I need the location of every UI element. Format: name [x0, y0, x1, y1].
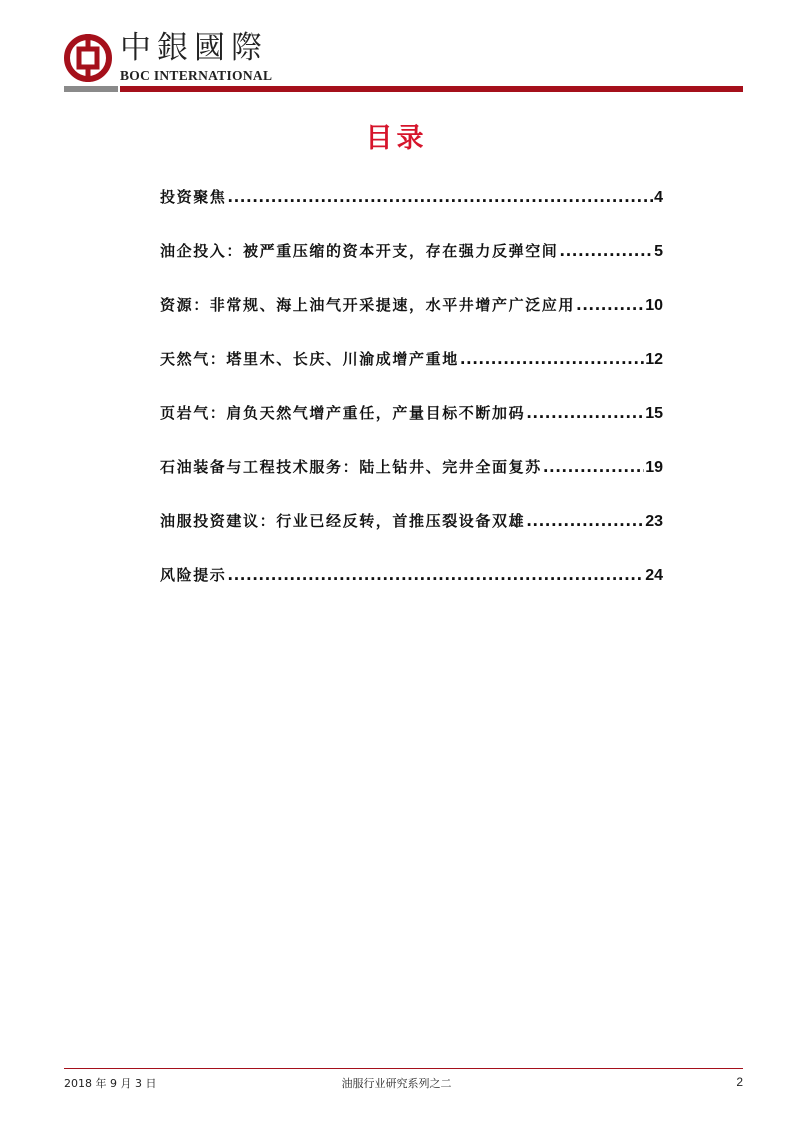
boc-international-logo [64, 30, 294, 85]
footer-date: 2018 年 9 月 3 日 [64, 1077, 157, 1090]
toc-leader-dots [576, 293, 644, 317]
toc-leader-dots [526, 401, 644, 425]
toc-entry-page: 15 [645, 405, 663, 422]
toc-entry-page: 10 [645, 297, 663, 314]
toc-leader-dots [543, 455, 644, 479]
toc-entry-title: 油企投入：被严重压缩的资本开支，存在强力反弹空间 [160, 242, 559, 260]
toc-entry-title: 风险提示 [160, 566, 227, 584]
toc-entry[interactable] [160, 185, 663, 239]
toc-entry[interactable] [160, 455, 663, 509]
toc-leader-dots [227, 185, 653, 209]
toc-leader-dots [559, 239, 653, 263]
toc-entry-title: 天然气：塔里木、长庆、川渝成增产重地 [160, 350, 459, 368]
toc-entry-page: 5 [654, 243, 663, 260]
footer-page-number: 2 [736, 1075, 743, 1089]
toc-entry[interactable] [160, 401, 663, 455]
boc-emblem-icon [64, 34, 112, 82]
toc-leader-dots [227, 563, 644, 587]
toc-entry-title: 石油装备与工程技术服务：陆上钻井、完井全面复苏 [160, 458, 542, 476]
header-rule-red [120, 86, 743, 92]
toc-entry-title: 油服投资建议：行业已经反转，首推压裂设备双雄 [160, 512, 526, 530]
logo-english-name: BOC INTERNATIONAL [120, 68, 273, 83]
toc-entry[interactable] [160, 563, 663, 617]
toc-entry-page: 23 [645, 513, 663, 530]
footer-report-series: 油服行业研究系列之二 [341, 1077, 452, 1090]
toc-entry[interactable] [160, 239, 663, 293]
toc-entry-page: 19 [645, 459, 663, 476]
logo-chinese-name: 中銀國際 [120, 30, 268, 66]
toc-title: 目录 [365, 123, 428, 154]
footer-rule [64, 1068, 743, 1069]
header-rule-gray [64, 86, 118, 92]
toc-entry[interactable] [160, 293, 663, 347]
toc-entry-page: 24 [645, 567, 663, 584]
toc-entry-title: 页岩气：肩负天然气增产重任，产量目标不断加码 [160, 404, 526, 422]
toc-entry-page: 4 [654, 189, 663, 206]
toc-leader-dots [460, 347, 644, 371]
toc-entry-title: 投资聚焦 [160, 188, 227, 206]
toc-entry-page: 12 [645, 351, 663, 368]
toc-entry-title: 资源：非常规、海上油气开采提速，水平井增产广泛应用 [160, 296, 576, 314]
toc-entry[interactable] [160, 509, 663, 563]
table-of-contents [160, 185, 663, 617]
toc-entry[interactable] [160, 347, 663, 401]
toc-leader-dots [526, 509, 644, 533]
